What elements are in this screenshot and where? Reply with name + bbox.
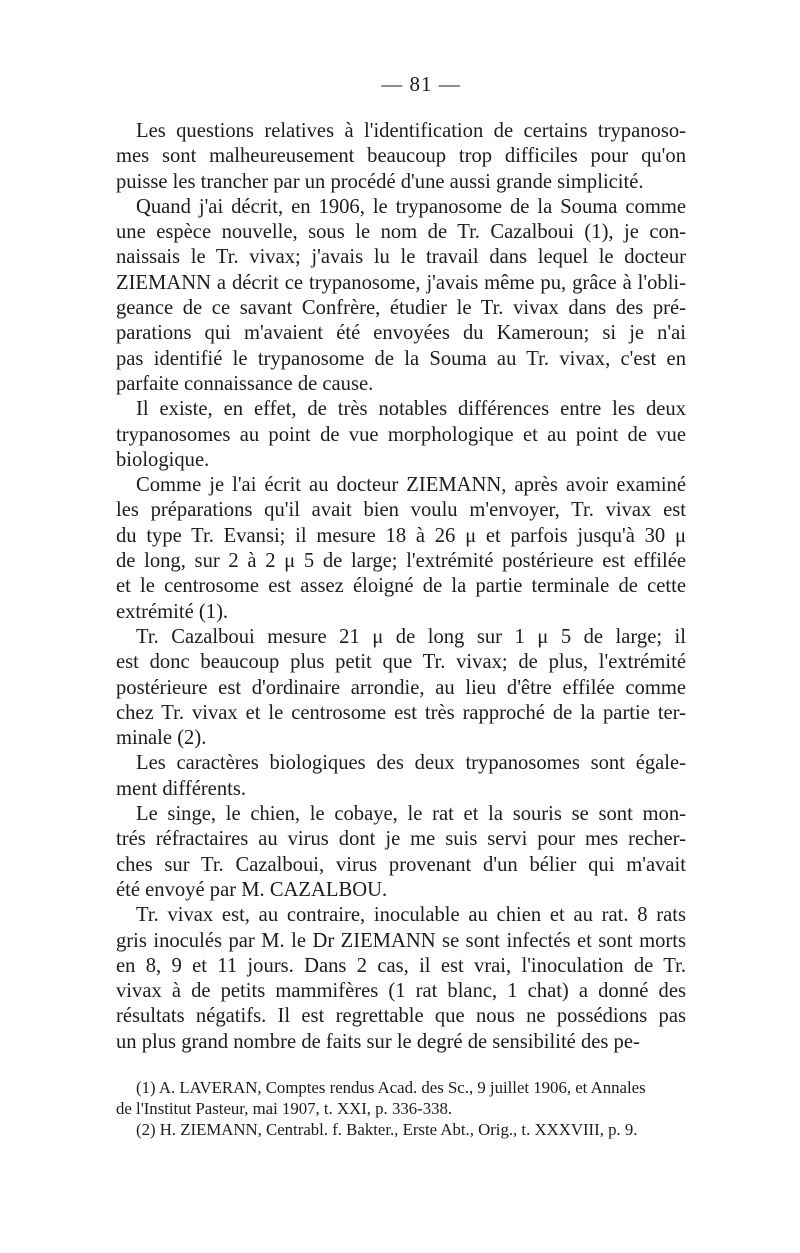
text-line: Tr. vivax est, au contraire, inoculable au chien et au rat. 8 rats [136, 904, 686, 927]
text-line: du type Tr. Evansi; il mesure 18 à 26 μ et parfois jusqu'à 30 μ [116, 524, 686, 547]
paragraph-p3 [116, 397, 686, 473]
text-line: puisse les trancher par un procédé d'une aussi grande simplicité. [116, 170, 644, 193]
text-line: Il existe, en effet, de très notables différences entre les deux [136, 398, 686, 421]
paragraph-p1 [116, 119, 686, 195]
text-line: une espèce nouvelle, sous le nom de Tr. Cazalboui (1), je con- [116, 221, 686, 244]
paragraph-p7 [116, 802, 686, 903]
text-line: naissais le Tr. vivax; j'avais lu le travail dans lequel le docteur [116, 246, 686, 269]
text-line: mes sont malheureusement beaucoup trop difficiles pour qu'on [116, 145, 686, 168]
text-line: biologique. [116, 448, 210, 471]
paragraph-p8 [116, 903, 686, 1055]
text-line: trypanosomes au point de vue morphologique et au point de vue [116, 423, 686, 446]
text-line: est donc beaucoup plus petit que Tr. vivax; de plus, l'extrémité [116, 651, 686, 674]
text-line: Les questions relatives à l'identification de certains trypanoso- [136, 120, 686, 142]
text-line: ZIEMANN a décrit ce trypanosome, j'avais même pu, grâce à l'obli- [116, 271, 686, 294]
text-line: trés réfractaires au virus dont je me suis servi pour mes recher- [116, 828, 686, 851]
text-line: de long, sur 2 à 2 μ 5 de large; l'extrémité postérieure est effilée [116, 550, 686, 573]
text-line: minale (2). [116, 727, 207, 750]
text-line: Le singe, le chien, le cobaye, le rat et la souris se sont mon- [136, 803, 686, 826]
text-line: les préparations qu'il avait bien voulu m'envoyer, Tr. vivax est [116, 499, 686, 522]
footnote-line: de l'Institut Pasteur, mai 1907, t. XXI, p. 336-338. [116, 1098, 453, 1118]
text-line: été envoyé par M. CAZALBOU. [116, 878, 388, 901]
text-line: chez Tr. vivax et le centrosome est très rapproché de la partie ter- [116, 701, 686, 724]
text-line: Quand j'ai décrit, en 1906, le trypanosome de la Souma comme [136, 195, 686, 218]
footnotes [116, 1077, 686, 1140]
text-line: et le centrosome est assez éloigné de la partie terminale de cette [116, 575, 686, 598]
paragraph-p4 [116, 473, 686, 625]
text-line: pas identifié le trypanosome de la Souma au Tr. vivax, c'est en [116, 347, 686, 370]
page-number: — 81 — [381, 72, 461, 96]
text-line: parfaite connaissance de cause. [116, 372, 374, 395]
text-line: gris inoculés par M. le Dr ZIEMANN se sont infectés et sont morts [116, 929, 686, 952]
text-line: résultats négatifs. Il est regrettable que nous ne possédions pas [116, 1005, 686, 1028]
paragraph-p6 [116, 751, 686, 802]
text-line: Tr. Cazalboui mesure 21 μ de long sur 1 μ 5 de large; il [136, 625, 686, 648]
text-line: ment différents. [116, 777, 247, 800]
text-line: ches sur Tr. Cazalboui, virus provenant d'un bélier qui m'avait [116, 853, 686, 876]
text-line: un plus grand nombre de faits sur le degré de sensibilité des pe- [116, 1030, 640, 1053]
paragraph-p5 [116, 625, 686, 751]
book-page [116, 72, 686, 1140]
footnote-line: (1) A. LAVERAN, Comptes rendus Acad. des Sc., 9 juillet 1906, et Annales [136, 1077, 646, 1097]
text-line: Les caractères biologiques des deux trypanosomes sont égale- [136, 752, 686, 775]
text-line: en 8, 9 et 11 jours. Dans 2 cas, il est vrai, l'inoculation de Tr. [116, 954, 686, 977]
text-line: geance de ce savant Confrère, étudier le Tr. vivax dans des pré- [116, 297, 686, 320]
text-line: extrémité (1). [116, 600, 229, 623]
text-line: Comme je l'ai écrit au docteur ZIEMANN, après avoir examiné [136, 474, 686, 497]
text-line: vivax à de petits mammifères (1 rat blanc, 1 chat) a donné des [116, 980, 686, 1003]
body-text [116, 119, 686, 1055]
paragraph-p2 [116, 195, 686, 397]
text-line: postérieure est d'ordinaire arrondie, au lieu d'être effilée comme [116, 676, 686, 699]
text-line: parations qui m'avaient été envoyées du Kameroun; si je n'ai [116, 322, 686, 345]
footnote-line: (2) H. ZIEMANN, Centrabl. f. Bakter., Erste Abt., Orig., t. XXXVIII, p. 9. [136, 1119, 638, 1139]
